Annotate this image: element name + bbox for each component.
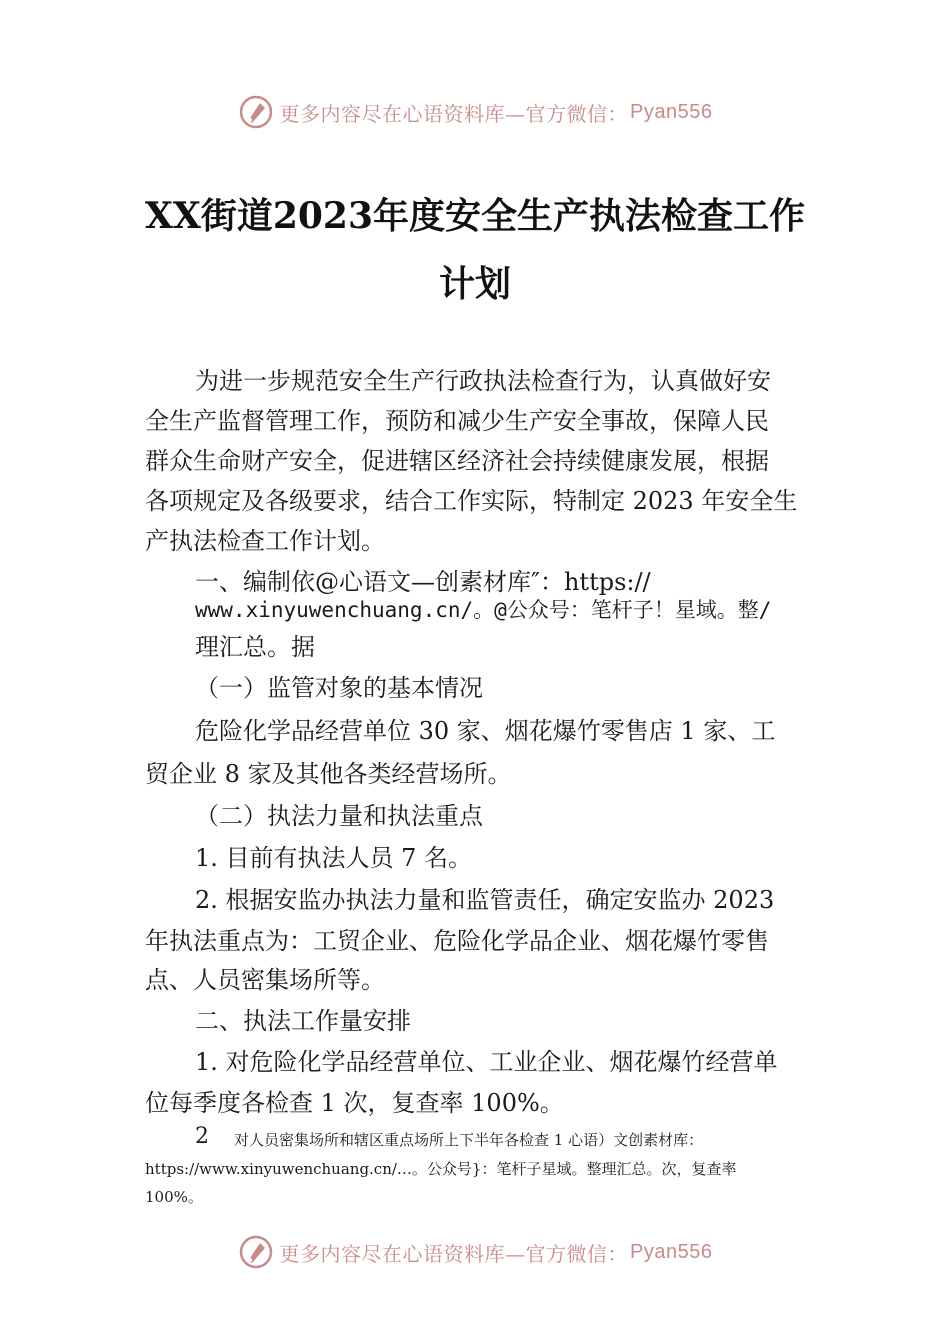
subsection2-item-2-line: 年执法重点为：工贸企业、危险化学品企业、烟花爆竹零售 (145, 927, 769, 955)
intro-line: 各项规定及各级要求，结合工作实际，特制定 2023 年安全生 (145, 487, 798, 515)
subsection2-item-2-line: 点、人员密集场所等。 (145, 966, 385, 994)
watermark-id: Pyan556 (630, 100, 713, 123)
section1-heading-line: 一、编制依@心语文—创素材库″：https:// (195, 568, 651, 596)
watermark-id: Pyan556 (630, 1240, 713, 1263)
watermark-banner-bottom (0, 1234, 950, 1270)
document-title-line-2: 计划 (438, 263, 511, 305)
section2-item-2-number: 2 (195, 1124, 209, 1149)
subsection1-line: 贸企业 8 家及其他各类经营场所。 (145, 760, 512, 788)
pen-nib-logo-icon (238, 94, 274, 130)
document-title-line-1: XX街道2023年度安全生产执法检查工作 (144, 195, 806, 237)
subsection2-heading: （二）执法力量和执法重点 (195, 802, 483, 830)
intro-line: 为进一步规范安全生产行政执法检查行为，认真做好安 (195, 367, 771, 395)
subsection1-line: 危险化学品经营单位 30 家、烟花爆竹零售店 1 家、工 (195, 717, 776, 745)
section2-item-2-line: 100%。 (145, 1188, 203, 1206)
subsection1-heading: （一）监管对象的基本情况 (195, 674, 483, 702)
section2-item-2-line: 对人员密集场所和辖区重点场所上下半年各检查 1 心语）文创素材库： (234, 1131, 704, 1149)
section1-heading-line: www.xinyuwenchuang.cn/。@公众号：笔杆子！星域。整/ (195, 598, 772, 622)
section2-item-1-line: 1. 对危险化学品经营单位、工业企业、烟花爆竹经营单 (195, 1048, 778, 1076)
watermark-text: 更多内容尽在心语资料库—官方微信： (279, 1241, 629, 1266)
pen-nib-logo-icon (238, 1234, 274, 1270)
section2-item-2-line: https://www.xinyuwenchuang.cn/…。公众号}：笔杆子星域。整理汇总。次，复查率 (145, 1160, 737, 1178)
subsection2-item-1: 1. 目前有执法人员 7 名。 (195, 844, 473, 872)
section1-heading-line: 理汇总。据 (195, 633, 315, 661)
subsection2-item-2-line: 2. 根据安监办执法力量和监管责任，确定安监办 2023 (195, 886, 775, 914)
watermark-text: 更多内容尽在心语资料库—官方微信： (279, 101, 629, 126)
intro-line: 全生产监督管理工作，预防和减少生产安全事故，保障人民 (145, 407, 769, 435)
watermark-banner-top (0, 94, 950, 130)
section2-heading: 二、执法工作量安排 (195, 1007, 411, 1035)
section2-item-1-line: 位每季度各检查 1 次，复查率 100%。 (145, 1089, 564, 1117)
intro-line: 群众生命财产安全，促进辖区经济社会持续健康发展，根据 (145, 447, 769, 475)
intro-line: 产执法检查工作计划。 (145, 527, 385, 555)
